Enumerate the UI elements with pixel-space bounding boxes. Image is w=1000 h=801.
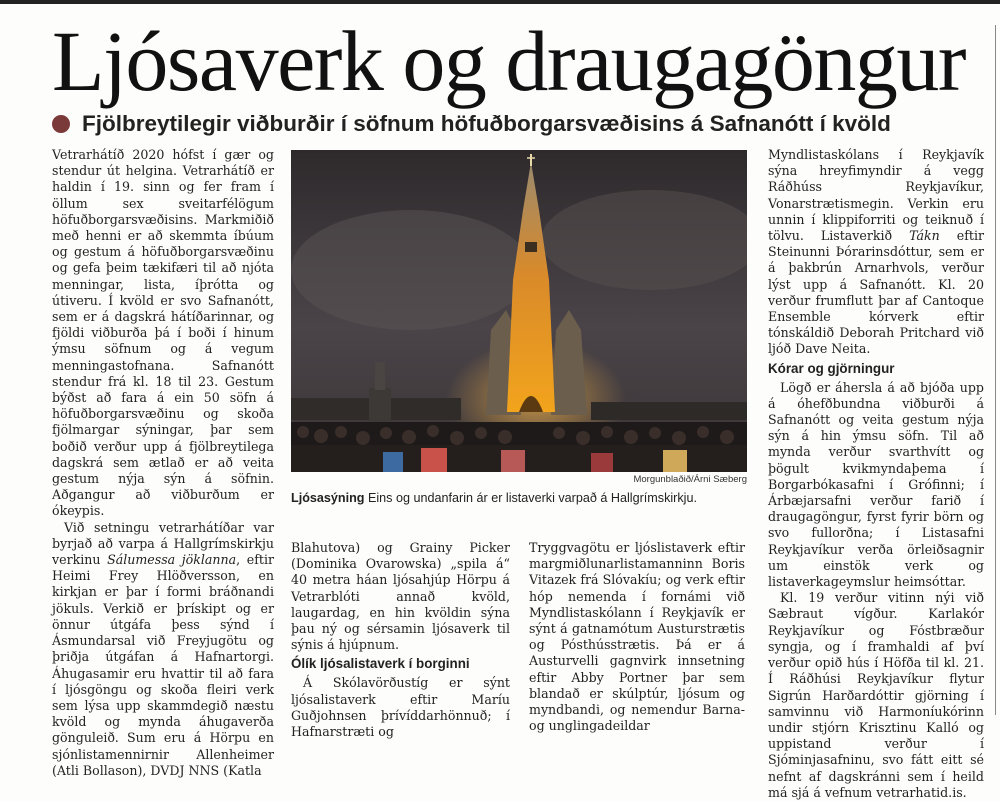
article-column-2: [291, 540, 510, 740]
text-run: eftir Steinunni Þórarinsdóttur, sem er á þakbrún Arnarhvols, verður lýst upp á Safnanótt. Kl. 20 verður frumflutt þar af Cantoque Ensemble kórverk eftir tónskáldið Deborah Pritchard við ljóð Dave Neita.: [768, 228, 984, 357]
column-rule: [995, 25, 996, 715]
paragraph: [768, 147, 984, 358]
photo-illustration: [291, 150, 747, 472]
paragraph: Kl. 19 verður vitinn nýi við Sæbraut vígður. Karlakór Reykjavíkur og Fóstbræður syngja, og í framhaldi af því verður opið hús í Höfða til kl. 21. Í Ráðhúsi Reykjavíkur flytur Sigrún Harðardóttir gjörning í samvinnu við Harmoníukórinn undir stjórn Krisztinu Kalló og uppistand verður í Sjóminjasafninu, svo fátt eitt sé nefnt af dagskránni sem í heild má sjá á vefnum vetrarhatid.is.: [768, 590, 984, 800]
section-heading: Ólík ljósalistaverk í borginni: [291, 656, 470, 672]
artwork-title: Tákn: [909, 228, 940, 244]
top-rule: [0, 0, 1000, 4]
bullet-icon: [52, 115, 70, 133]
subheadline-row: [52, 108, 972, 140]
text-run: , eftir Heimi Frey Hlöðversson, en kirkjan er þar í formi bráðnandi jökuls. Verkið er þrískipt og er önnur útgáfa þess sýnd í Ásmundarsal við Freyjugötu og þriðja útgáfan á Hafnartorgi. Áhugasamir eru hvattir til að fara í ljósgöngu og skoða fleiri verk sem lýsa upp skammdegið næstu kvöld og mynda áhugaverða gönguleið. Sum eru á Hörpu en sjónlistamennirnir Allenheimer (Atli Bollason), DVDJ NNS (Katla: [52, 552, 274, 778]
hallgrimskirkja-photo: [291, 150, 747, 472]
caption-text: Eins og undanfarin ár er listaverki varpað á Hallgrímskirkju.: [364, 491, 697, 505]
paragraph: Á Skólavörðustíg er sýnt ljósalistaverk eftir Maríu Guðjohnsen þrívíddarhönnuð; í Hafnarstræti og: [291, 675, 510, 740]
subheadline: Fjölbreytilegir viðburðir í söfnum höfuðborgarsvæðisins á Safnanótt í kvöld: [82, 111, 891, 136]
text-run: Myndlistaskólans í Reykjavík sýna hreyfimyndir á vegg Ráðhúss Reykjavíkur, Vonarstrætismegin. Verkin eru unnin í klippiforriti og teiknuð í tölvu. Listaverkið: [768, 147, 984, 244]
paragraph: Blahutova) og Grainy Picker (Dominika Ovarowska) „spila á“ 40 metra háan ljósahjúp Hörpu á Vetrarblóti annað kvöld, laugardag, en hin kvöldin sýna þau ný og sérsamin ljósaverk til sýnis á hjúpnum.: [291, 540, 510, 653]
paragraph: Tryggvagötu er ljóslistaverk eftir margmiðlunarlistamanninn Boris Vitazek frá Slóvakíu; og verk eftir hóp nemenda í fornámi við Myndlistaskólann í Reykjavík er sýnt á gatnamótum Austurstrætis og Pósthússtrætis. Þá er á Austurvelli gagnvirk innsetning eftir Abby Portner þar sem blandað er skúlptúr, ljósum og myndbandi, og nemendur Barna- og unglingadeildar: [529, 540, 745, 734]
paragraph: Vetrarhátíð 2020 hófst í gær og stendur út helgina. Vetrarhátíð er haldin í 19. sinn og fer fram í öllum sex sveitarfélögum höfuðborgarsvæðisins. Markmiðið með henni er að skemmta íbúum og gestum á höfuðborgarsvæðinu og gefa þeim tækifæri til að njóta menningar, lista, íþrótta og útiveru. Í kvöld er svo Safnanótt, sem er á dagskrá hátíðarinnar, og fjöldi viðburða þá í boði í hinum ýmsu söfnum og á vegum menningastofnana. Safnanótt stendur frá kl. 18 til 23. Gestum býðst að fara á ein 50 söfn á höfuðborgarsvæðinu og skoða fjölmargar sýningar, þar sem boðið verður upp á fjölbreytilega dagskrá sem ætlað er að veita gestum nýja sýn á söfnin. Aðgangur að viðburðum er ókeypis.: [52, 147, 274, 519]
paragraph: Lögð er áhersla á að bjóða upp á óhefðbundna viðburði á Safnanótt og veita gestum nýja sýn á hin ýmsu söfn. Til að mynda verður svarthvítt og þögult kvikmyndaþema í Borgarbókasafni í Grófinni; í Árbæjarsafni verður farið í draugagöngur, fyrst fyrir börn og svo fullorðna; í Listasafni Reykjavíkur verða örleiðsagnir um einstök verk og listaverkageymslur heimsóttar.: [768, 379, 984, 590]
article-column-3: [529, 540, 745, 734]
photo-credit: Morgunblaðið/Árni Sæberg: [633, 474, 747, 485]
artwork-title: Sálumessa jöklanna: [107, 552, 237, 568]
text-run: Við setningu vetrarhátíðar var byrjað að varpa á Hallgrímskirkju verkinu: [52, 519, 274, 568]
paragraph: [52, 520, 274, 779]
photo-caption: [291, 490, 747, 506]
headline: Ljósaverk og draugagöngur: [52, 13, 965, 109]
article-column-4: [768, 147, 984, 800]
section-heading: Kórar og gjörningur: [768, 360, 895, 376]
article-column-1: [52, 147, 274, 778]
caption-label: Ljósasýning: [291, 491, 365, 505]
